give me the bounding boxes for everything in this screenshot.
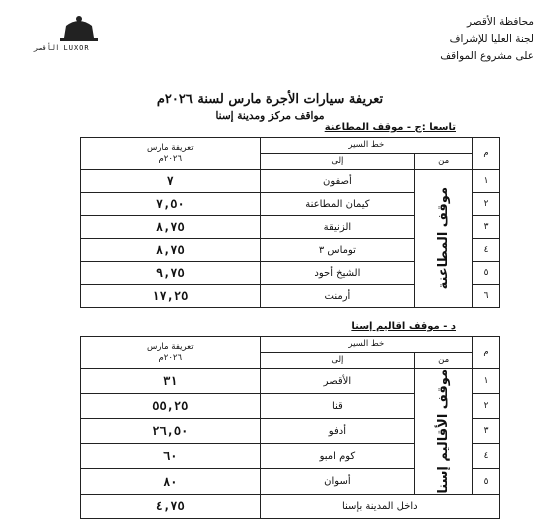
destination: قنا <box>260 394 415 419</box>
row-num: ٤ <box>473 444 500 469</box>
section2-fare-table <box>80 336 500 519</box>
fare: ١٧,٢٥ <box>81 285 261 308</box>
fare: ٣١ <box>81 369 261 394</box>
header-route: خط السير <box>260 337 472 353</box>
row-num: ١ <box>473 369 500 394</box>
table-row <box>81 170 500 193</box>
destination: أصفون <box>260 170 415 193</box>
inner-city-label: داخل المدينة بإسنا <box>260 494 499 518</box>
header-fare <box>81 337 261 369</box>
fare: ٨٠ <box>81 469 261 494</box>
row-num: ٣ <box>473 216 500 239</box>
origin-cell <box>415 369 473 495</box>
section1-title: تاسعا :ج - موقف المطاعنة <box>324 122 456 133</box>
authority-header <box>374 14 534 65</box>
section2-title: د - موقف اقاليم إسنا <box>351 321 456 332</box>
header-from: من <box>415 154 473 170</box>
section1-fare-table <box>80 137 500 308</box>
fare: ٧,٥٠ <box>81 193 261 216</box>
fare: ٢٦,٥٠ <box>81 419 261 444</box>
header-fare-label: تعريفة مارس <box>146 142 194 153</box>
row-num: ١ <box>473 170 500 193</box>
table-row <box>81 369 500 394</box>
destination: أسوان <box>260 469 415 494</box>
row-num: ٥ <box>473 469 500 494</box>
header-line-committee: لجنة العليا للإشراف <box>449 33 534 45</box>
origin-label: موقف الأقاليم إسنا <box>436 369 452 494</box>
header-fare-label: تعريفة مارس <box>146 341 194 352</box>
header-to: إلى <box>260 154 415 170</box>
header-fare-year: ٢٠٢٦م <box>158 352 183 363</box>
row-num: ٤ <box>473 239 500 262</box>
row-num: ٢ <box>473 193 500 216</box>
destination: الأقصر <box>260 369 415 394</box>
table-row-inner-city <box>81 494 500 518</box>
luxor-logo <box>34 12 124 48</box>
header-from: من <box>415 353 473 369</box>
row-num: ٢ <box>473 394 500 419</box>
fare: ٥٥,٢٥ <box>81 394 261 419</box>
header-route: خط السير <box>260 138 472 154</box>
destination: توماس ٣ <box>260 239 415 262</box>
header-num: م <box>473 337 500 369</box>
logo-text: الأقصر LUXOR <box>34 44 90 52</box>
header-line-governorate: محافظة الأقصر <box>466 16 534 28</box>
destination: أرمنت <box>260 285 415 308</box>
header-fare-year: ٢٠٢٦م <box>158 153 183 164</box>
destination: كيمان المطاعنة <box>260 193 415 216</box>
origin-cell <box>415 170 473 308</box>
document-title: تعريفة سيارات الأجرة مارس لسنة ٢٠٢٦م <box>156 92 384 107</box>
header-fare <box>81 138 261 170</box>
row-num: ٥ <box>473 262 500 285</box>
fare: ٩,٧٥ <box>81 262 261 285</box>
destination: الزنيقة <box>260 216 415 239</box>
fare: ٨,٧٥ <box>81 216 261 239</box>
header-to: إلى <box>260 353 415 369</box>
document-subtitle: مواقف مركز ومدينة إسنا <box>215 110 325 122</box>
origin-label: موقف المطاعنة <box>436 187 452 290</box>
fare: ٨,٧٥ <box>81 239 261 262</box>
row-num: ٦ <box>473 285 500 308</box>
destination: الشيخ أحود <box>260 262 415 285</box>
header-line-project: على مشروع المواقف <box>440 50 534 62</box>
row-num: ٣ <box>473 419 500 444</box>
fare: ٦٠ <box>81 444 261 469</box>
fare: ٧ <box>81 170 261 193</box>
destination: أدفو <box>260 419 415 444</box>
inner-city-fare: ٤,٧٥ <box>81 494 261 518</box>
destination: كوم امبو <box>260 444 415 469</box>
header-num: م <box>473 138 500 170</box>
